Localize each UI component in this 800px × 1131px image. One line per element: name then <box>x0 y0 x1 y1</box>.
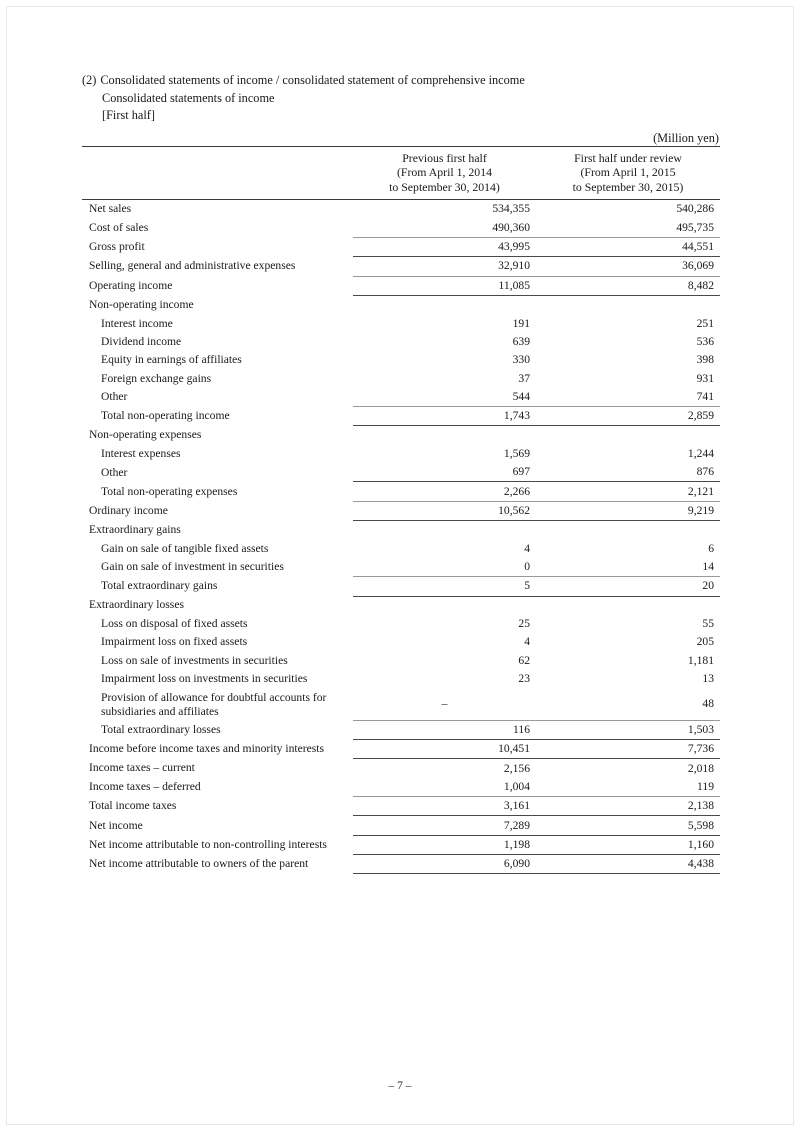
column-header-previous-first-half <box>353 146 536 200</box>
value-previous-first-half: 62 <box>518 653 530 667</box>
row-label: Non-operating income <box>89 297 194 311</box>
row-label: Foreign exchange gains <box>101 371 212 385</box>
table-row <box>82 501 720 520</box>
row-label: Total extraordinary losses <box>101 722 221 736</box>
value-first-half-under-review: 2,018 <box>687 761 714 775</box>
row-label: Total extraordinary gains <box>101 579 218 593</box>
row-label: Income before income taxes and minority interests <box>89 742 325 756</box>
row-label: Provision of allowance for doubtful accounts for subsidiaries and affiliates <box>101 691 327 718</box>
value-first-half-under-review: 7,736 <box>536 740 720 759</box>
value-previous-first-half: 639 <box>512 334 530 348</box>
value-first-half-under-review: 20 <box>536 577 720 596</box>
value-previous-first-half: 1,198 <box>353 835 536 854</box>
value-first-half-under-review: 48 <box>702 696 714 710</box>
table-row <box>82 369 720 387</box>
income-statement-table <box>82 146 720 875</box>
section-title: Consolidated statements of income / consolidated statement of comprehensive income <box>100 73 525 87</box>
value-first-half-under-review: 741 <box>696 389 714 403</box>
value-first-half-under-review: 1,503 <box>536 720 720 739</box>
table-row <box>82 257 720 276</box>
value-first-half-under-review: 876 <box>696 465 714 479</box>
value-previous-first-half: 23 <box>518 672 530 686</box>
row-label: Total income taxes <box>89 799 177 813</box>
value-previous-first-half: 1,004 <box>503 779 530 793</box>
row-label: Equity in earnings of affiliates <box>101 353 242 367</box>
table-header <box>82 146 720 200</box>
table-row <box>82 333 720 351</box>
value-previous-first-half: 544 <box>512 389 530 403</box>
value-first-half-under-review: 2,138 <box>536 797 720 816</box>
value-previous-first-half: 116 <box>353 720 536 739</box>
value-previous-first-half: 0 <box>524 559 530 573</box>
row-label: Interest income <box>101 316 173 330</box>
column-header-line1: Previous first half <box>402 150 487 165</box>
value-first-half-under-review: 14 <box>702 559 714 573</box>
table-row <box>82 720 720 739</box>
table-row <box>82 577 720 596</box>
section-subtitle: Consolidated statements of income <box>102 90 275 105</box>
row-label: Total non-operating expenses <box>101 484 238 498</box>
table-row <box>82 855 720 874</box>
value-first-half-under-review: 36,069 <box>536 257 720 276</box>
row-label: Net income <box>89 818 143 832</box>
value-first-half-under-review: 5,598 <box>536 816 720 835</box>
value-previous-first-half: 7,289 <box>353 816 536 835</box>
row-label: Non-operating expenses <box>89 428 202 442</box>
table-row <box>82 670 720 688</box>
row-label: Loss on disposal of fixed assets <box>101 617 248 631</box>
row-label: Cost of sales <box>89 221 149 235</box>
table-row <box>82 237 720 256</box>
period-label: [First half] <box>102 108 155 122</box>
table-row <box>82 633 720 651</box>
table-body <box>82 200 720 874</box>
value-previous-first-half: 2,156 <box>503 761 530 775</box>
value-previous-first-half: 6,090 <box>353 855 536 874</box>
value-first-half-under-review: 44,551 <box>536 237 720 256</box>
row-label: Extraordinary losses <box>89 598 184 612</box>
row-label: Net income attributable to non-controlling interests <box>89 837 327 851</box>
value-first-half-under-review: 8,482 <box>536 276 720 295</box>
value-previous-first-half: 4 <box>524 635 530 649</box>
row-label: Interest expenses <box>101 446 181 460</box>
heading-block <box>82 72 720 125</box>
value-first-half-under-review: 55 <box>702 617 714 631</box>
value-previous-first-half <box>353 521 536 540</box>
value-first-half-under-review <box>536 521 720 540</box>
table-row <box>82 740 720 759</box>
value-first-half-under-review: 9,219 <box>536 501 720 520</box>
row-label: Gain on sale of tangible fixed assets <box>101 541 269 555</box>
row-label: Dividend income <box>101 334 182 348</box>
column-header-line3: to September 30, 2014) <box>389 179 500 194</box>
table-row <box>82 388 720 407</box>
value-previous-first-half: 25 <box>518 617 530 631</box>
table-row <box>82 816 720 835</box>
value-first-half-under-review <box>536 596 720 615</box>
row-label: Ordinary income <box>89 503 168 517</box>
row-label: Net income attributable to owners of the parent <box>89 857 309 871</box>
row-label: Other <box>101 465 128 479</box>
value-previous-first-half: 330 <box>512 353 530 367</box>
table-row <box>82 482 720 501</box>
value-previous-first-half: 4 <box>524 541 530 555</box>
value-previous-first-half: 1,743 <box>353 407 536 426</box>
table-row <box>82 200 720 219</box>
value-previous-first-half <box>353 426 536 445</box>
table-header-row <box>82 146 720 200</box>
value-previous-first-half: 37 <box>518 371 530 385</box>
value-first-half-under-review <box>536 296 720 315</box>
table-row <box>82 615 720 633</box>
column-header-first-half-under-review <box>536 146 720 200</box>
table-row <box>82 219 720 238</box>
table-row <box>82 759 720 778</box>
label-column-header <box>82 146 353 200</box>
table-row <box>82 652 720 670</box>
table-row <box>82 296 720 315</box>
page-content <box>82 72 720 874</box>
row-label: Operating income <box>89 278 173 292</box>
row-label: Net sales <box>89 202 132 216</box>
table-row <box>82 596 720 615</box>
section-number: (2) <box>82 73 97 87</box>
value-first-half-under-review: 536 <box>696 334 714 348</box>
column-header-line1: First half under review <box>574 150 682 165</box>
table-row <box>82 407 720 426</box>
table-row <box>82 426 720 445</box>
value-previous-first-half: 10,562 <box>353 501 536 520</box>
value-first-half-under-review: 540,286 <box>676 202 714 216</box>
table-row <box>82 351 720 369</box>
value-first-half-under-review: 205 <box>696 635 714 649</box>
table-row <box>82 276 720 295</box>
value-previous-first-half <box>353 296 536 315</box>
value-previous-first-half: 3,161 <box>353 797 536 816</box>
value-first-half-under-review <box>536 426 720 445</box>
value-previous-first-half: 534,355 <box>492 202 530 216</box>
table-row <box>82 521 720 540</box>
section-title-line <box>82 72 720 90</box>
table-row <box>82 835 720 854</box>
value-first-half-under-review: 4,438 <box>536 855 720 874</box>
table-row <box>82 539 720 557</box>
value-previous-first-half: 5 <box>353 577 536 596</box>
value-first-half-under-review: 1,244 <box>687 446 714 460</box>
table-row <box>82 463 720 482</box>
row-label: Impairment loss on investments in securities <box>101 672 308 686</box>
value-previous-first-half: 697 <box>512 465 530 479</box>
value-first-half-under-review: 251 <box>696 316 714 330</box>
table-row <box>82 314 720 332</box>
column-header-line2: (From April 1, 2015 <box>580 165 676 180</box>
value-first-half-under-review: 6 <box>708 541 714 555</box>
value-first-half-under-review: 2,859 <box>536 407 720 426</box>
row-label: Gain on sale of investment in securities <box>101 560 284 574</box>
table-row <box>82 688 720 720</box>
value-previous-first-half: 43,995 <box>353 237 536 256</box>
row-label: Other <box>101 390 128 404</box>
value-first-half-under-review: 495,735 <box>676 220 714 234</box>
value-previous-first-half: 490,360 <box>492 220 530 234</box>
table-row <box>82 778 720 797</box>
table-row <box>82 797 720 816</box>
value-first-half-under-review: 119 <box>697 779 714 793</box>
value-previous-first-half <box>353 596 536 615</box>
value-first-half-under-review: 1,160 <box>536 835 720 854</box>
row-label: Gross profit <box>89 240 145 254</box>
row-label: Impairment loss on fixed assets <box>101 635 248 649</box>
row-label: Selling, general and administrative expenses <box>89 259 296 273</box>
unit-note: (Million yen) <box>653 130 719 145</box>
row-label: Loss on sale of investments in securities <box>101 653 288 667</box>
column-header-line3: to September 30, 2015) <box>572 179 684 194</box>
table-row <box>82 558 720 577</box>
value-previous-first-half: 2,266 <box>353 482 536 501</box>
column-header-line2: (From April 1, 2014 <box>396 165 493 180</box>
value-previous-first-half: 10,451 <box>353 740 536 759</box>
value-first-half-under-review: 398 <box>696 353 714 367</box>
value-previous-first-half: 1,569 <box>503 446 530 460</box>
value-first-half-under-review: 2,121 <box>536 482 720 501</box>
value-previous-first-half: 191 <box>512 316 530 330</box>
value-first-half-under-review: 1,181 <box>687 653 714 667</box>
table-row <box>82 445 720 463</box>
value-first-half-under-review: 13 <box>702 672 714 686</box>
row-label: Income taxes – current <box>89 761 195 775</box>
page-footer: – 7 – <box>388 1079 412 1092</box>
value-first-half-under-review: 931 <box>696 371 714 385</box>
row-label: Extraordinary gains <box>89 523 181 537</box>
value-previous-first-half: 11,085 <box>353 276 536 295</box>
row-label: Total non-operating income <box>101 409 230 423</box>
value-previous-first-half: – <box>441 696 448 710</box>
value-previous-first-half: 32,910 <box>353 257 536 276</box>
row-label: Income taxes – deferred <box>89 780 201 794</box>
